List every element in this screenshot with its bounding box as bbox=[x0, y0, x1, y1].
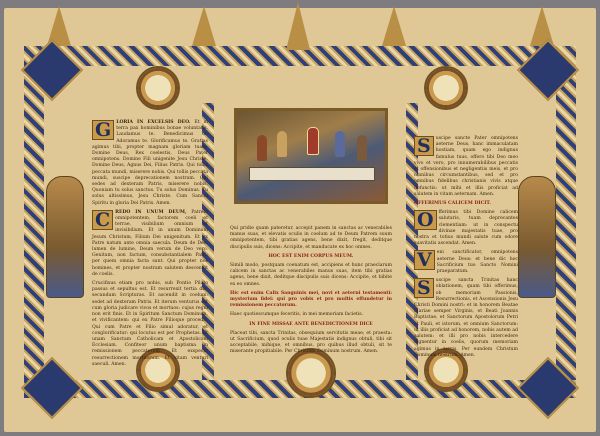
gothic-spire-icon bbox=[192, 6, 216, 46]
qui-pridie-text: Qui pridie quam pateretur, accepit panem in sanctas ac venerabiles manus suas, et elevatis oculis in coelum ad te Deum Patrem suum omnipotentem, tibi gratias agens, bene dixit, fregit, deditque discipulis suis, dicens: Accipite, et manducate ex hoc omnes. bbox=[230, 226, 392, 250]
consecration-host: HOC EST ENIM CORPUS MEUM. bbox=[268, 253, 354, 259]
suscipe-trinitas-text: uscipe sancta Trinitas hanc oblationem, quam tibi offerimus, ob memoriam Passionis, Resurrectionis, et Ascensionis Jesu Christi Domini nostri: et in honorem Beatae Mariae semper Virginis, et Beati Joannis Baptistae, et Sanctorum Apostolorum Petri et Pauli, et istorum, et omnium Sanctorum: ut illis proficiat ad honorem, nobis autem ad salutem: et illi pro nobis intercedere dignentur in coelis, quorum memoriam agimus in terris. Per eundem Christum Dominum nostrum. Amen. bbox=[414, 278, 518, 358]
credo-paragraph bbox=[92, 210, 208, 278]
offerimus-initial: O bbox=[414, 210, 437, 230]
apostle-figure-icon bbox=[357, 135, 367, 161]
gloria-paragraph bbox=[92, 120, 208, 207]
credo-text: Patrem omnipotentem, factorem coeli et terrae, visibilium omnium et invisibilium. Et in unum Dominum Jesum Christum, Filium Dei unigenitum. Et ex Patre natum ante omnia saecula. Deum de Deo, lumen de lumine, Deum verum de Deo vero. Genitum, non factum, consubstantialem Patri: per quem omnia facta sunt. Qui propter nos homines, et propter nostram salutem descendit de coelis. bbox=[92, 209, 209, 277]
placeat-text: Placeat tibi, sancta Trinitas, obsequium servitutis meae; et praesta: ut Sacrificium, quod oculis tuae Majestatis indignus obtuli, tibi sit acceptabile, mihique, et omnibus, pro quibus illud obtuli, sit te miserante propitiabile. Per Christum Dominum nostrum. Amen. bbox=[230, 330, 392, 355]
saint-figure-left-icon bbox=[46, 176, 84, 298]
offerimus-paragraph bbox=[414, 210, 518, 247]
angel-medallion-icon bbox=[136, 66, 180, 110]
saint-figure-right-icon bbox=[518, 176, 556, 298]
memory-line: Haec quotiescumque feceritis, in mei memoriam facietis. bbox=[230, 312, 364, 318]
gothic-spire-icon bbox=[286, 2, 310, 50]
suscipe-initial: S bbox=[414, 136, 434, 156]
christ-figure-icon bbox=[307, 127, 319, 155]
left-text-panel bbox=[92, 119, 209, 367]
consecration-chalice: Hic est enim Calix Sanguinis mei, novi et aeterni testamenti: mysterium fidei: qui pro vobis et pro multis effundetur in remissionem peccatorum. bbox=[230, 290, 392, 309]
veni-initial: V bbox=[414, 250, 435, 270]
veni-paragraph bbox=[414, 250, 518, 275]
apostle-figure-icon bbox=[277, 131, 287, 157]
apostle-figure-icon bbox=[257, 135, 267, 161]
gothic-spire-icon bbox=[382, 6, 406, 46]
right-ornamental-border bbox=[556, 66, 576, 380]
last-supper-painting bbox=[234, 108, 388, 204]
supper-table bbox=[249, 167, 375, 181]
invocation-heading: IN FINE MISSAE ANTE BENEDICTIONEM DICE bbox=[249, 321, 373, 327]
suscipe-text: uscipe sancte Pater omnipotens aeterne Deus, hanc immaculatam hostiam, quam ego indignus famulus tuus, offero tibi Deo meo vivo et vero, pro innumerabilibus peccatis et offensionibus et negligentiis meis, et pro omnibus circumstantibus, sed et pro omnibus fidelibus christianis vivis atque defunctis: ut mihi et illis proficiat ad salutem in vitam aeternam. Amen. bbox=[414, 136, 518, 197]
right-text-panel bbox=[414, 135, 518, 358]
offertory-heading: OFFERIMUS CALICEM DICIT. bbox=[414, 201, 491, 207]
center-text-panel bbox=[230, 226, 392, 355]
altar-card-sheet bbox=[4, 8, 596, 432]
credo-initial: C bbox=[92, 210, 113, 230]
crucifixus-paragraph: Crucifixus etiam pro nobis, sub Pontio Pilato passus et sepultus est. Et resurrexit tertia die, secundum Scripturas. Et ascendit in coelum: sedet ad dexteram Patris. Et iterum venturus est cum gloria judicare vivos et mortuos: cujus regni non erit finis. Et in Spiritum Sanctum Dominum, et vivificantem: qui ex Patre Filioque procedit. Qui cum Patre et Filio simul adoratur, et conglorificatur: qui locutus est per Prophetas. Et unam Sanctam Catholicam et Apostolicam Ecclesiam. Confiteor unum baptisma in remissionem peccatorum. Et exspecto resurrectionem mortuorum. Et vitam venturi saeculi. Amen. bbox=[92, 281, 208, 367]
gloria-text: Et in terra pax hominibus bonae voluntatis. Laudamus te. Benedicimus te. Adoramus te. Glorificamus te. Gratias agimus tibi, propter magnam gloriam tuam. Domine Deus, Rex coelestis, Deus Pater omnipotens. Domine Fili unigenite Jesu Christe. Domine Deus, Agnus Dei, Filius Patris. Qui tollis peccata mundi, miserere nobis. Qui tollis peccata mundi, suscipe deprecationem nostram. Qui sedes ad dexteram Patris, miserere nobis. Quoniam tu solus sanctus. Tu solus Dominus. Tu solus altissimus, Jesu Christe. Cum Sancto Spiritu in gloria Dei Patris. Amen. bbox=[92, 120, 209, 206]
angel-medallion-icon bbox=[424, 66, 468, 110]
gothic-spire-icon bbox=[530, 6, 554, 46]
suscipe-trinitas-paragraph bbox=[414, 278, 518, 359]
gloria-initial: G bbox=[92, 120, 114, 140]
suscipe-paragraph bbox=[414, 136, 518, 198]
suscipe-trinitas-initial: S bbox=[414, 278, 434, 298]
veni-text: eni sanctificator, omnipotens aeterne Deus: et bene dic hoc Sacrificium tuo Sancto Nomini praeparatum. bbox=[436, 250, 518, 275]
apostle-figure-icon bbox=[335, 131, 345, 157]
credo-heading: REDO IN UNUM DEUM, bbox=[115, 209, 187, 215]
gloria-heading: LORIA IN EXCELSIS DEO. bbox=[116, 120, 191, 125]
left-ornamental-border bbox=[24, 66, 44, 380]
offerimus-text: fferimus tibi Domine calicem salutaris, tuam deprecantes clementiam: ut in conspectu divinae majestatis tuae, pro nostra et totius mundi salute cum odore suavitatis ascendat. Amen. bbox=[414, 210, 518, 247]
simili-modo-text: Simili modo, postquam coenatum est, accipiens et hunc praeclarum calicem in sanctas ac venerabiles manus suas, item tibi gratias agens, bene dixit, deditque discipulis suis dicens: Accipite, et bibite ex eo omnes. bbox=[230, 263, 392, 287]
